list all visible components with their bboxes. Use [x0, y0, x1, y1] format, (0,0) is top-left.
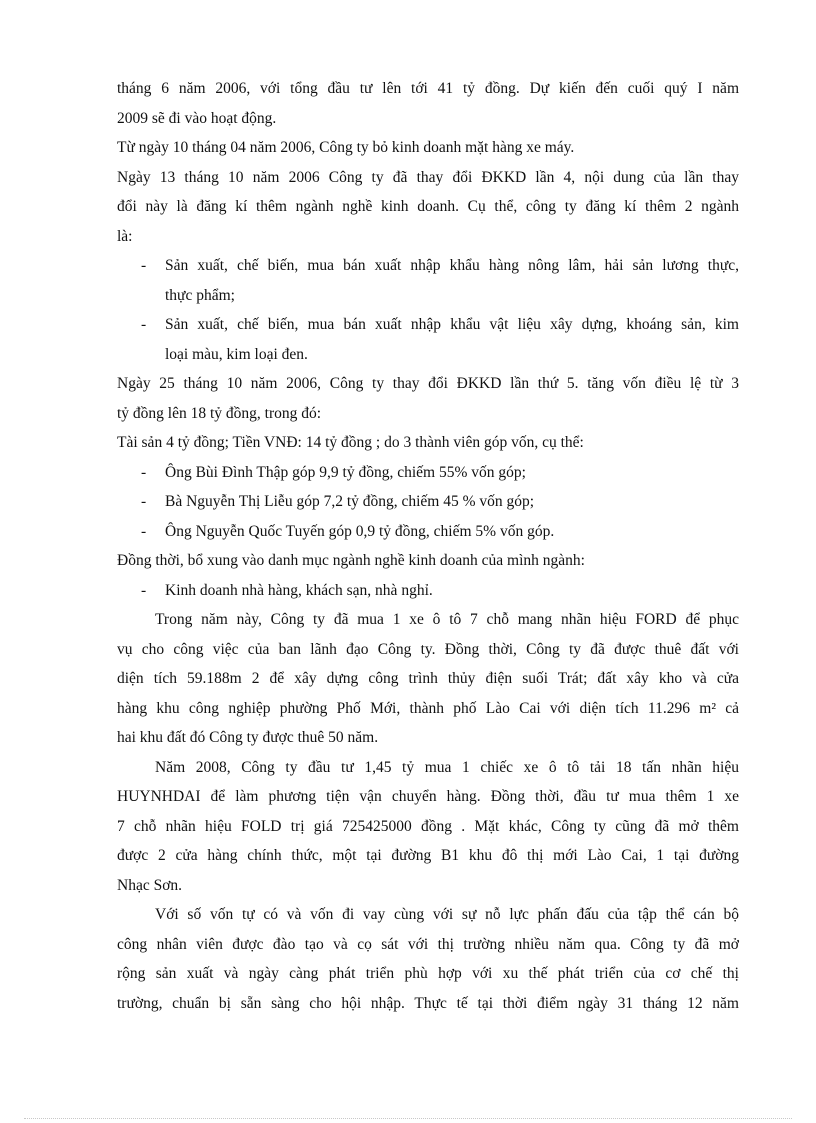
bullet-item [117, 310, 739, 340]
text-line: 2009 sẽ đi vào hoạt động. [117, 109, 277, 127]
text-line: trường, chuẩn bị sẵn sàng cho hội nhập. Thực tế tại thời điểm ngày 31 tháng 12 năm [117, 994, 739, 1012]
text-line: tháng 6 năm 2006, với tổng đầu tư lên tới 41 tỷ đồng. Dự kiến đến cuối quý I năm [117, 80, 739, 97]
text-line: công nhân viên được đào tạo và cọ sát với thị trường nhiều năm qua. Công ty đã mở [117, 935, 739, 953]
bullet-text: Kinh doanh nhà hàng, khách sạn, nhà nghỉ. [165, 581, 433, 599]
bullet-item [117, 517, 739, 547]
bullet-text: Sản xuất, chế biến, mua bán xuất nhập khẩu vật liệu xây dựng, khoáng sản, kim [165, 316, 739, 333]
text-line: HUYNHDAI để làm phương tiện vận chuyển hàng. Đồng thời, đầu tư mua thêm 1 xe [117, 788, 739, 805]
bullet-text: Bà Nguyễn Thị Liễu góp 7,2 tỷ đồng, chiếm 45 % vốn góp; [165, 493, 535, 510]
text-line: hai khu đất đó Công ty được thuê 50 năm. [117, 729, 379, 746]
bullet-dash: - [141, 493, 147, 510]
bullet-item [117, 487, 739, 517]
text-line: diện tích 59.188m 2 để xây dựng công trình thủy điện suối Trát; đất xây kho và cửa [117, 670, 739, 687]
bullet-dash: - [141, 257, 147, 274]
bullet-text: Ông Bùi Đình Thập góp 9,9 tỷ đồng, chiếm 55% vốn góp; [165, 463, 526, 481]
text-line: hàng khu công nghiệp phường Phố Mới, thành phố Lào Cai với diện tích 11.296 m² cả [117, 699, 739, 717]
text-line: Từ ngày 10 tháng 04 năm 2006, Công ty bỏ kinh doanh mặt hàng xe máy. [117, 139, 575, 156]
text-line: được 2 cửa hàng chính thức, một tại đường B1 khu đô thị mới Lào Cai, 1 tại đường [117, 847, 739, 864]
bullet-text: Sản xuất, chế biến, mua bán xuất nhập khẩu hàng nông lâm, hải sản lương thực, [165, 257, 739, 274]
text-line: vụ cho công việc của ban lãnh đạo Công ty. Đồng thời, Công ty đã được thuê đất với [117, 640, 739, 658]
text-line: Ngày 25 tháng 10 năm 2006, Công ty thay đổi ĐKKD lần thứ 5. tăng vốn điều lệ từ 3 [117, 375, 739, 392]
bullet-item [117, 576, 739, 606]
text-line: Đồng thời, bổ xung vào danh mục ngành nghề kinh doanh của mình ngành: [117, 552, 585, 569]
bullet-dash: - [141, 522, 147, 540]
text-line: Ngày 13 tháng 10 năm 2006 Công ty đã thay đổi ĐKKD lần 4, nội dung của lần thay [117, 168, 739, 186]
bullet-item [117, 251, 739, 281]
text-line: Nhạc Sơn. [117, 876, 183, 894]
text-line: Với số vốn tự có và vốn đi vay cùng với sự nỗ lực phấn đấu của tập thể cán bộ [155, 906, 739, 923]
text-line: thực phẩm; [165, 286, 235, 304]
bullet-item [117, 458, 739, 488]
bullet-dash: - [141, 581, 147, 599]
text-line: đổi này là đăng kí thêm ngành nghề kinh doanh. Cụ thể, công ty đăng kí thêm 2 ngành [117, 198, 739, 215]
bullet-text: Ông Nguyễn Quốc Tuyến góp 0,9 tỷ đồng, chiếm 5% vốn góp. [165, 522, 555, 540]
page-bottom-rule [24, 1118, 792, 1119]
bullet-dash: - [141, 463, 147, 481]
text-line: Trong năm này, Công ty đã mua 1 xe ô tô 7 chỗ mang nhãn hiệu FORD để phục [155, 611, 739, 628]
text-line: Năm 2008, Công ty đầu tư 1,45 tỷ mua 1 chiếc xe ô tô tải 18 tấn nhãn hiệu [155, 758, 739, 776]
bullet-dash: - [141, 316, 147, 333]
text-line: Tài sản 4 tỷ đồng; Tiền VNĐ: 14 tỷ đồng ; do 3 thành viên góp vốn, cụ thể: [117, 434, 584, 451]
text-line: loại màu, kim loại đen. [165, 345, 308, 363]
document-body [117, 74, 739, 1018]
text-line: 7 chỗ nhãn hiệu FOLD trị giá 725425000 đồng . Mặt khác, Công ty cũng đã mở thêm [117, 817, 739, 835]
text-line: là: [117, 227, 133, 245]
text-line: tỷ đồng lên 18 tỷ đồng, trong đó: [117, 404, 322, 422]
text-line: rộng sản xuất và ngày càng phát triển phù hợp với xu thế phát triển của cơ chế thị [117, 965, 739, 982]
